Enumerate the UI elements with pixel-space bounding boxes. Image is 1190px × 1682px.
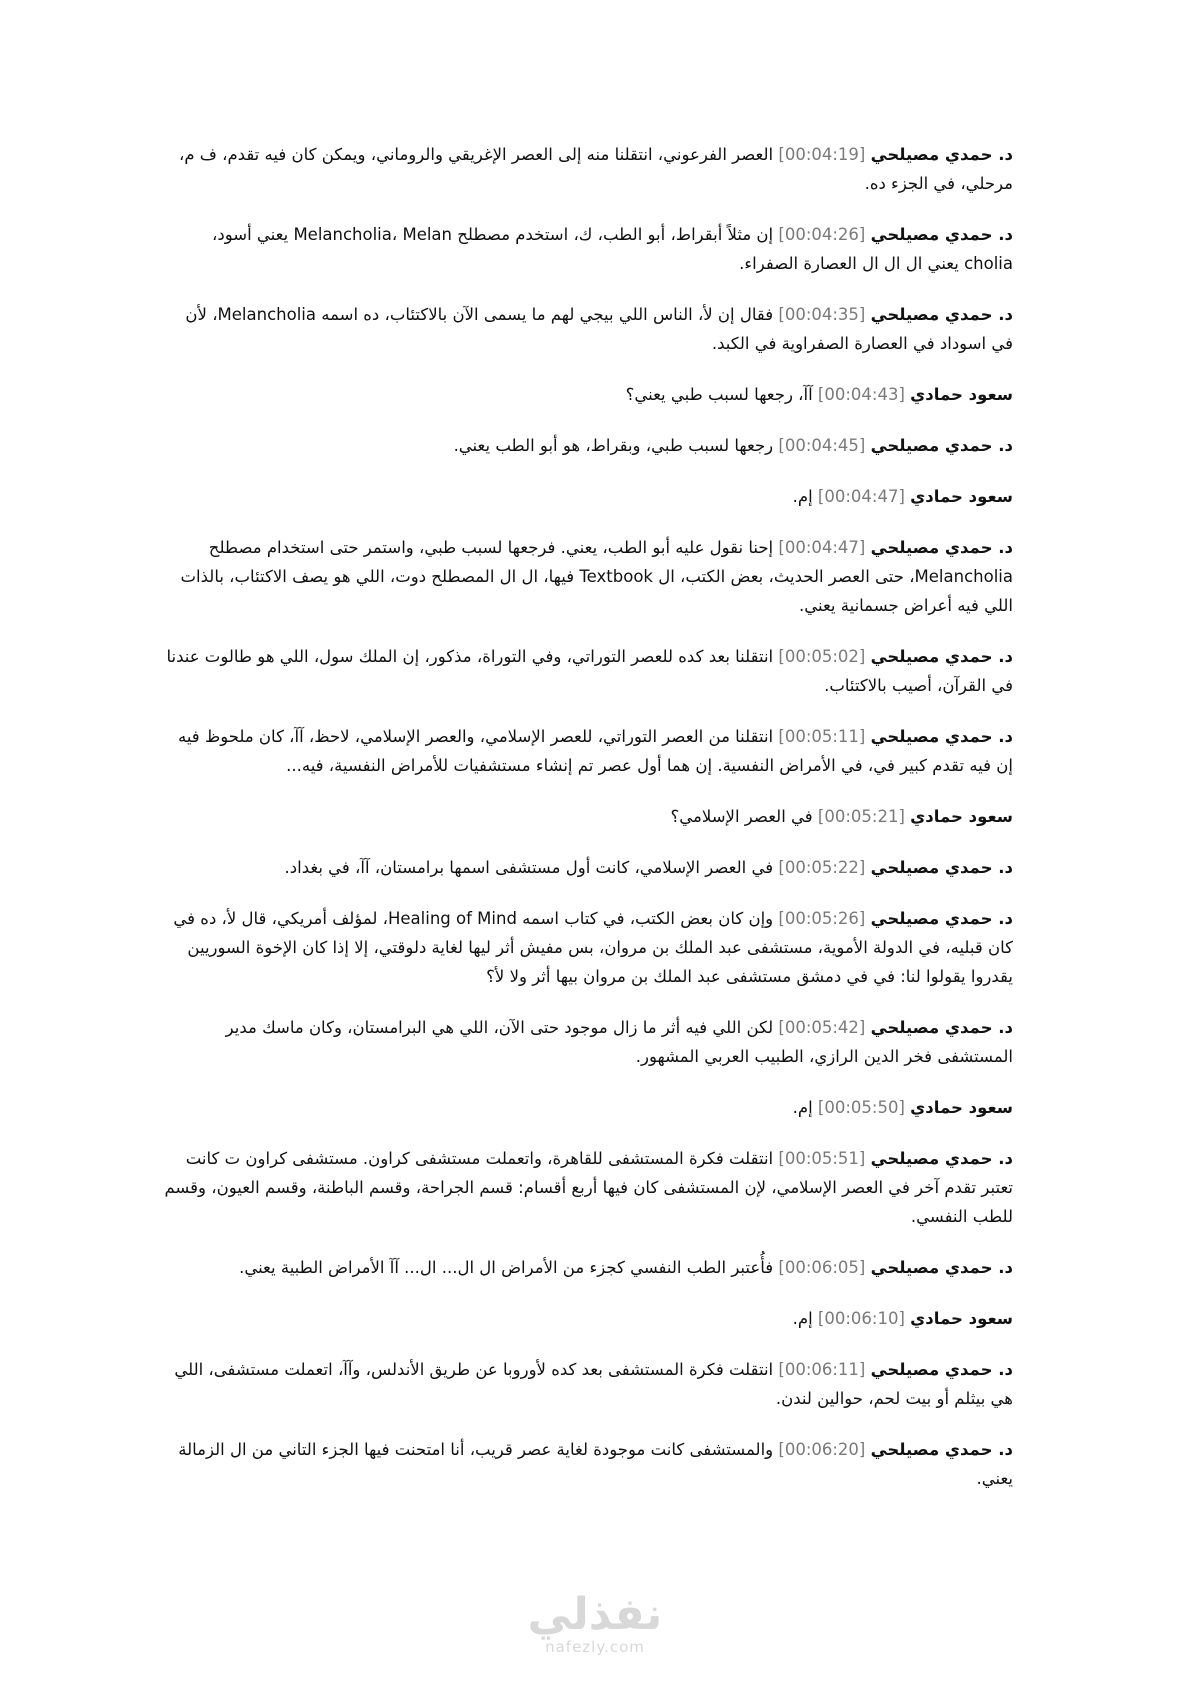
speaker-name: د. حمدي مصيلحي	[870, 858, 1013, 877]
speaker-name: سعود حمادي	[910, 385, 1013, 404]
utterance-text: لكن اللي فيه أثر ما زال موجود حتى الآن، اللي هي البرامستان، وكان ماسك مدير المستشفى فخر الدين الرازي، الطبيب العربي المشهور.	[225, 1018, 1013, 1066]
timestamp: [00:04:35]	[778, 305, 866, 324]
transcript-entry	[160, 1435, 1013, 1493]
transcript-entry	[160, 1253, 1013, 1282]
transcript-entry	[160, 1355, 1013, 1413]
speaker-name: د. حمدي مصيلحي	[870, 538, 1013, 557]
timestamp: [00:04:45]	[778, 436, 866, 455]
speaker-name: د. حمدي مصيلحي	[870, 436, 1013, 455]
transcript-entry	[160, 1013, 1013, 1071]
utterance-text: إم.	[792, 1309, 813, 1328]
transcript-entry	[160, 722, 1013, 780]
timestamp: [00:04:47]	[778, 538, 866, 557]
transcript-entry	[160, 1304, 1013, 1333]
utterance-text: في العصر الإسلامي؟	[670, 807, 813, 826]
transcript-entry	[160, 802, 1013, 831]
speaker-name: د. حمدي مصيلحي	[870, 727, 1013, 746]
speaker-name: د. حمدي مصيلحي	[870, 1258, 1013, 1277]
timestamp: [00:06:05]	[778, 1258, 866, 1277]
timestamp: [00:04:19]	[778, 145, 866, 164]
speaker-name: د. حمدي مصيلحي	[870, 1018, 1013, 1037]
watermark-latin: nafezly.com	[545, 1638, 645, 1656]
speaker-name: د. حمدي مصيلحي	[870, 305, 1013, 324]
utterance-text: آآ، رجعها لسبب طبي يعني؟	[625, 385, 813, 404]
watermark-logo	[525, 1589, 665, 1656]
timestamp: [00:04:43]	[817, 385, 905, 404]
transcript-entry	[160, 482, 1013, 511]
speaker-name: سعود حمادي	[910, 1098, 1013, 1117]
timestamp: [00:06:11]	[778, 1360, 866, 1379]
utterance-text: إن مثلاً أبقراط، أبو الطب، ك، استخدم مصطلح Melancholia، Melan يعني أسود، cholia يعني ال ال ال العصارة الصفراء.	[212, 225, 1013, 273]
speaker-name: د. حمدي مصيلحي	[870, 1440, 1013, 1459]
utterance-text: فقال إن لأ، الناس اللي بيجي لهم ما يسمى الآن بالاكتئاب، ده اسمه Melancholia، لأن في اسوداد في العصارة الصفراوية في الكبد.	[185, 305, 1013, 353]
transcript-entry	[160, 140, 1013, 198]
speaker-name: د. حمدي مصيلحي	[870, 145, 1013, 164]
utterance-text: إحنا نقول عليه أبو الطب، يعني. فرجعها لسبب طبي، واستمر حتى استخدام مصطلح Melancholia، حتى العصر الحديث، بعض الكتب، ال Textbook فيها، ال ال المصطلح دوت، اللي هو يصف الاكتئاب، بالذات اللي فيه أعراض جسمانية يعني.	[180, 538, 1013, 615]
timestamp: [00:05:26]	[778, 909, 866, 928]
timestamp: [00:04:47]	[817, 487, 905, 506]
transcript-entry	[160, 853, 1013, 882]
timestamp: [00:06:20]	[778, 1440, 866, 1459]
utterance-text: في العصر الإسلامي، كانت أول مستشفى اسمها برامستان، آآ، في بغداد.	[284, 858, 774, 877]
speaker-name: د. حمدي مصيلحي	[870, 1360, 1013, 1379]
transcript-entry	[160, 220, 1013, 278]
utterance-text: انتقلنا من العصر التوراتي، للعصر الإسلامي، والعصر الإسلامي، لاحظ، آآ، كان ملحوظ فيه إن فيه تقدم كبير في، في الأمراض النفسية. إن هما أول عصر تم إنشاء مستشفيات للأمراض النفسية، فيه...	[177, 727, 1013, 775]
utterance-text: انتقلت فكرة المستشفى للقاهرة، واتعملت مستشفى كراون. مستشفى كراون ت كانت تعتبر تقدم آخر في العصر الإسلامي، لإن المستشفى كان فيها أربع أقسام: قسم الجراحة، وقسم الباطنة، وقسم العيون، وقسم للطب النفسي.	[164, 1149, 1013, 1226]
transcript	[160, 140, 1013, 1515]
speaker-name: د. حمدي مصيلحي	[870, 647, 1013, 666]
utterance-text: انتقلت فكرة المستشفى بعد كده لأوروبا عن طريق الأندلس، وآآ، اتعملت مستشفى، اللي هي بيثلم أو بيت لحم، حوالين لندن.	[174, 1360, 1013, 1408]
transcript-entry	[160, 431, 1013, 460]
utterance-text: رجعها لسبب طبي، وبقراط، هو أبو الطب يعني.	[453, 436, 774, 455]
timestamp: [00:06:10]	[817, 1309, 905, 1328]
transcript-entry	[160, 642, 1013, 700]
utterance-text: إم.	[792, 1098, 813, 1117]
speaker-name: سعود حمادي	[910, 487, 1013, 506]
speaker-name: سعود حمادي	[910, 1309, 1013, 1328]
timestamp: [00:05:02]	[778, 647, 866, 666]
transcript-entry	[160, 300, 1013, 358]
transcript-entry	[160, 904, 1013, 991]
transcript-entry	[160, 380, 1013, 409]
timestamp: [00:05:22]	[778, 858, 866, 877]
transcript-entry	[160, 533, 1013, 620]
transcript-entry	[160, 1144, 1013, 1231]
utterance-text: والمستشفى كانت موجودة لغاية عصر قريب، أنا امتحنت فيها الجزء التاني من ال الزمالة يعني.	[178, 1440, 1013, 1488]
utterance-text: انتقلنا بعد كده للعصر التوراتي، وفي التوراة، مذكور، إن الملك سول، اللي هو طالوت عندنا في القرآن، أصيب بالاكتئاب.	[166, 647, 1013, 695]
utterance-text: العصر الفرعوني، انتقلنا منه إلى العصر الإغريقي والروماني، ويمكن كان فيه تقدم، ف م، مرحلي، في الجزء ده.	[179, 145, 1013, 193]
timestamp: [00:05:11]	[778, 727, 866, 746]
utterance-text: فأُعتبر الطب النفسي كجزء من الأمراض ال ال... ال... آآ الأمراض الطبية يعني.	[239, 1258, 774, 1277]
timestamp: [00:05:21]	[817, 807, 905, 826]
speaker-name: د. حمدي مصيلحي	[870, 909, 1013, 928]
utterance-text: إم.	[792, 487, 813, 506]
timestamp: [00:05:50]	[817, 1098, 905, 1117]
transcript-entry	[160, 1093, 1013, 1122]
timestamp: [00:05:42]	[778, 1018, 866, 1037]
watermark-arabic: نفذلي	[527, 1589, 663, 1640]
timestamp: [00:05:51]	[778, 1149, 866, 1168]
speaker-name: سعود حمادي	[910, 807, 1013, 826]
utterance-text: وإن كان بعض الكتب، في كتاب اسمه Healing of Mind، لمؤلف أمريكي، قال لأ، ده في كان قبليه، في الدولة الأموية، مستشفى عبد الملك بن مروان، بس مفيش أثر ليها لغاية دلوقتي، إلا إذا كان الإخوة السوريين يقدروا يقولوا لنا: في في دمشق مستشفى عبد الملك بن مروان بيها أثر ولا لأ؟	[173, 909, 1013, 986]
speaker-name: د. حمدي مصيلحي	[870, 225, 1013, 244]
timestamp: [00:04:26]	[778, 225, 866, 244]
speaker-name: د. حمدي مصيلحي	[870, 1149, 1013, 1168]
